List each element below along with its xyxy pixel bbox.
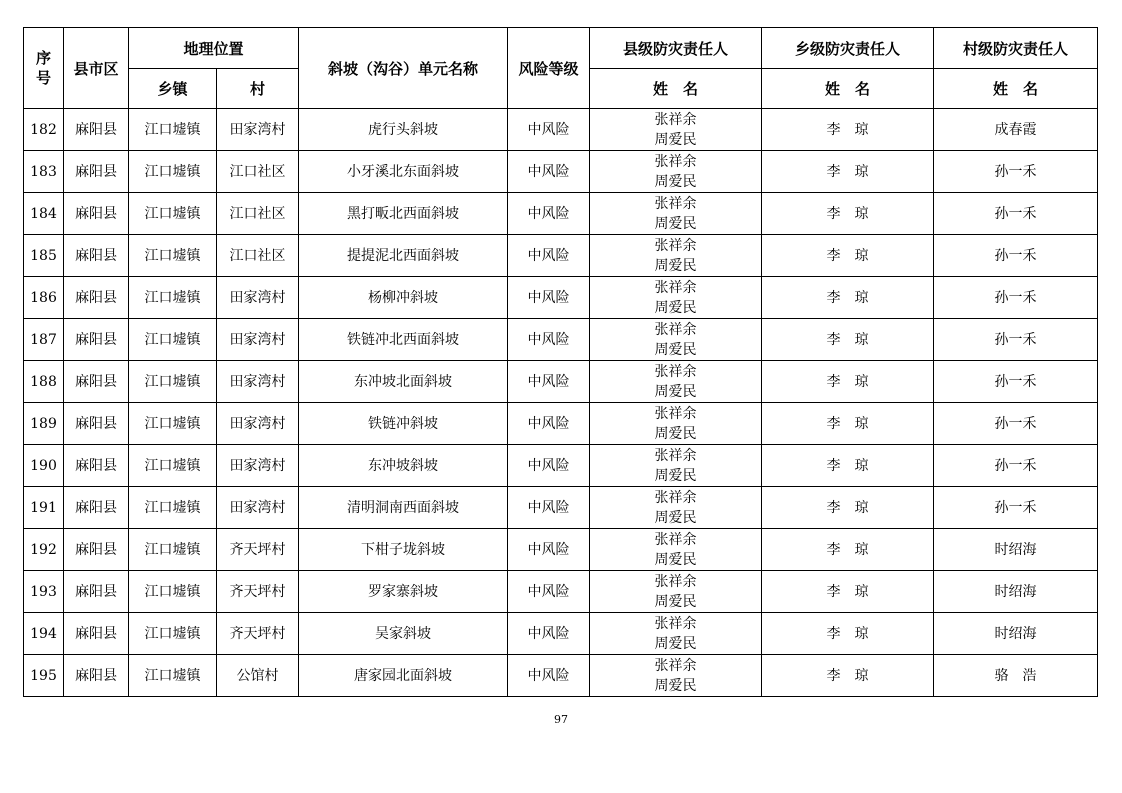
row-seq: 184 xyxy=(24,193,64,235)
row-township-responsible: 李 琼 xyxy=(762,613,934,655)
county-responsible-2: 周爱民 xyxy=(654,257,697,274)
row-village-responsible: 时绍海 xyxy=(934,613,1098,655)
county-responsible-2: 周爱民 xyxy=(654,635,697,652)
header-county-responsible: 县级防灾责任人 xyxy=(590,28,762,69)
row-township: 江口墟镇 xyxy=(129,151,217,193)
county-responsible-1: 张祥余 xyxy=(654,405,697,422)
row-village: 江口社区 xyxy=(217,193,299,235)
county-responsible-2: 周爱民 xyxy=(654,341,697,358)
row-seq: 190 xyxy=(24,445,64,487)
row-risk-level: 中风险 xyxy=(508,571,590,613)
row-village: 田家湾村 xyxy=(217,445,299,487)
county-responsible-2: 周爱民 xyxy=(654,593,697,610)
row-township: 江口墟镇 xyxy=(129,193,217,235)
table-row xyxy=(24,277,1098,319)
table-row xyxy=(24,571,1098,613)
row-slope-name: 虎行头斜坡 xyxy=(299,109,508,151)
row-township-responsible: 李 琼 xyxy=(762,445,934,487)
row-township: 江口墟镇 xyxy=(129,235,217,277)
row-county-responsible xyxy=(590,109,762,151)
row-county-responsible xyxy=(590,403,762,445)
row-township: 江口墟镇 xyxy=(129,361,217,403)
row-county: 麻阳县 xyxy=(64,277,129,319)
row-county: 麻阳县 xyxy=(64,487,129,529)
row-county-responsible xyxy=(590,613,762,655)
row-township: 江口墟镇 xyxy=(129,613,217,655)
table-body xyxy=(24,109,1098,697)
row-county: 麻阳县 xyxy=(64,445,129,487)
row-township: 江口墟镇 xyxy=(129,529,217,571)
row-village: 江口社区 xyxy=(217,151,299,193)
row-county-responsible xyxy=(590,655,762,697)
county-responsible-1: 张祥余 xyxy=(654,489,697,506)
row-county: 麻阳县 xyxy=(64,361,129,403)
row-village-responsible: 孙一禾 xyxy=(934,445,1098,487)
county-responsible-1: 张祥余 xyxy=(654,111,697,128)
row-township: 江口墟镇 xyxy=(129,655,217,697)
row-village-responsible: 孙一禾 xyxy=(934,487,1098,529)
row-village-responsible: 孙一禾 xyxy=(934,151,1098,193)
table-row xyxy=(24,235,1098,277)
row-township-responsible: 李 琼 xyxy=(762,277,934,319)
row-risk-level: 中风险 xyxy=(508,235,590,277)
row-township: 江口墟镇 xyxy=(129,319,217,361)
row-village: 田家湾村 xyxy=(217,487,299,529)
header-location: 地理位置 xyxy=(129,28,299,69)
row-village-responsible: 孙一禾 xyxy=(934,319,1098,361)
county-responsible-1: 张祥余 xyxy=(654,657,697,674)
row-village: 江口社区 xyxy=(217,235,299,277)
row-risk-level: 中风险 xyxy=(508,487,590,529)
county-responsible-1: 张祥余 xyxy=(654,195,697,212)
row-seq: 195 xyxy=(24,655,64,697)
county-responsible-1: 张祥余 xyxy=(654,573,697,590)
table-row xyxy=(24,655,1098,697)
county-responsible-1: 张祥余 xyxy=(654,321,697,338)
row-county: 麻阳县 xyxy=(64,109,129,151)
row-village: 田家湾村 xyxy=(217,361,299,403)
row-village-responsible: 孙一禾 xyxy=(934,361,1098,403)
header-county: 县市区 xyxy=(64,28,129,109)
header-county-name: 姓 名 xyxy=(590,69,762,109)
row-township: 江口墟镇 xyxy=(129,571,217,613)
row-county: 麻阳县 xyxy=(64,403,129,445)
row-county: 麻阳县 xyxy=(64,151,129,193)
row-seq: 188 xyxy=(24,361,64,403)
county-responsible-1: 张祥余 xyxy=(654,447,697,464)
county-responsible-2: 周爱民 xyxy=(654,173,697,190)
row-township-responsible: 李 琼 xyxy=(762,361,934,403)
row-slope-name: 铁链冲北西面斜坡 xyxy=(299,319,508,361)
row-county-responsible xyxy=(590,361,762,403)
row-township-responsible: 李 琼 xyxy=(762,655,934,697)
row-county: 麻阳县 xyxy=(64,529,129,571)
row-seq: 187 xyxy=(24,319,64,361)
county-responsible-2: 周爱民 xyxy=(654,509,697,526)
row-township-responsible: 李 琼 xyxy=(762,193,934,235)
row-township-responsible: 李 琼 xyxy=(762,235,934,277)
row-village: 田家湾村 xyxy=(217,109,299,151)
county-responsible-2: 周爱民 xyxy=(654,467,697,484)
row-slope-name: 黑打畈北西面斜坡 xyxy=(299,193,508,235)
table-row xyxy=(24,193,1098,235)
row-county-responsible xyxy=(590,235,762,277)
row-county-responsible xyxy=(590,445,762,487)
header-township-responsible: 乡级防灾责任人 xyxy=(762,28,934,69)
header-village: 村 xyxy=(217,69,299,109)
county-responsible-1: 张祥余 xyxy=(654,615,697,632)
table-row xyxy=(24,151,1098,193)
row-risk-level: 中风险 xyxy=(508,403,590,445)
table-row xyxy=(24,319,1098,361)
row-risk-level: 中风险 xyxy=(508,655,590,697)
county-responsible-2: 周爱民 xyxy=(654,677,697,694)
row-county-responsible xyxy=(590,487,762,529)
row-township: 江口墟镇 xyxy=(129,487,217,529)
row-village-responsible: 孙一禾 xyxy=(934,193,1098,235)
row-seq: 189 xyxy=(24,403,64,445)
table-row xyxy=(24,445,1098,487)
row-village-responsible: 骆 浩 xyxy=(934,655,1098,697)
header-seq: 序号 xyxy=(24,28,64,109)
header-township-name: 姓 名 xyxy=(762,69,934,109)
row-county-responsible xyxy=(590,151,762,193)
row-township-responsible: 李 琼 xyxy=(762,403,934,445)
county-responsible-2: 周爱民 xyxy=(654,551,697,568)
page-number: 97 xyxy=(554,713,568,726)
row-county: 麻阳县 xyxy=(64,319,129,361)
row-seq: 194 xyxy=(24,613,64,655)
county-responsible-2: 周爱民 xyxy=(654,383,697,400)
table-header xyxy=(24,28,1098,109)
row-seq: 193 xyxy=(24,571,64,613)
county-responsible-1: 张祥余 xyxy=(654,363,697,380)
row-township-responsible: 李 琼 xyxy=(762,151,934,193)
row-county-responsible xyxy=(590,571,762,613)
row-risk-level: 中风险 xyxy=(508,529,590,571)
row-risk-level: 中风险 xyxy=(508,193,590,235)
row-slope-name: 下柑子垅斜坡 xyxy=(299,529,508,571)
row-county-responsible xyxy=(590,193,762,235)
row-seq: 191 xyxy=(24,487,64,529)
row-risk-level: 中风险 xyxy=(508,319,590,361)
row-risk-level: 中风险 xyxy=(508,613,590,655)
row-slope-name: 提提泥北西面斜坡 xyxy=(299,235,508,277)
row-village-responsible: 时绍海 xyxy=(934,529,1098,571)
row-township-responsible: 李 琼 xyxy=(762,109,934,151)
row-village: 齐天坪村 xyxy=(217,529,299,571)
row-seq: 183 xyxy=(24,151,64,193)
table-row xyxy=(24,361,1098,403)
row-county: 麻阳县 xyxy=(64,235,129,277)
county-responsible-1: 张祥余 xyxy=(654,279,697,296)
county-responsible-1: 张祥余 xyxy=(654,237,697,254)
county-responsible-2: 周爱民 xyxy=(654,215,697,232)
table-row xyxy=(24,487,1098,529)
county-responsible-2: 周爱民 xyxy=(654,131,697,148)
table-row xyxy=(24,529,1098,571)
row-slope-name: 小牙溪北东面斜坡 xyxy=(299,151,508,193)
row-township: 江口墟镇 xyxy=(129,445,217,487)
row-seq: 185 xyxy=(24,235,64,277)
row-seq: 192 xyxy=(24,529,64,571)
header-village-name: 姓 名 xyxy=(934,69,1098,109)
row-village-responsible: 孙一禾 xyxy=(934,235,1098,277)
row-slope-name: 东冲坡北面斜坡 xyxy=(299,361,508,403)
row-village: 齐天坪村 xyxy=(217,571,299,613)
row-county: 麻阳县 xyxy=(64,193,129,235)
county-responsible-2: 周爱民 xyxy=(654,299,697,316)
table-row xyxy=(24,613,1098,655)
header-village-responsible: 村级防灾责任人 xyxy=(934,28,1098,69)
row-county: 麻阳县 xyxy=(64,655,129,697)
row-village: 公馆村 xyxy=(217,655,299,697)
row-slope-name: 罗家寨斜坡 xyxy=(299,571,508,613)
table-row xyxy=(24,403,1098,445)
row-village: 田家湾村 xyxy=(217,403,299,445)
row-village-responsible: 时绍海 xyxy=(934,571,1098,613)
table-row xyxy=(24,109,1098,151)
row-township: 江口墟镇 xyxy=(129,403,217,445)
row-township: 江口墟镇 xyxy=(129,109,217,151)
row-village: 田家湾村 xyxy=(217,319,299,361)
row-county: 麻阳县 xyxy=(64,571,129,613)
row-village-responsible: 成春霞 xyxy=(934,109,1098,151)
row-slope-name: 杨柳冲斜坡 xyxy=(299,277,508,319)
row-township-responsible: 李 琼 xyxy=(762,571,934,613)
row-risk-level: 中风险 xyxy=(508,361,590,403)
header-risk-level: 风险等级 xyxy=(508,28,590,109)
row-county-responsible xyxy=(590,529,762,571)
row-township: 江口墟镇 xyxy=(129,277,217,319)
row-county-responsible xyxy=(590,277,762,319)
row-slope-name: 清明洞南西面斜坡 xyxy=(299,487,508,529)
row-township-responsible: 李 琼 xyxy=(762,487,934,529)
row-slope-name: 东冲坡斜坡 xyxy=(299,445,508,487)
row-risk-level: 中风险 xyxy=(508,109,590,151)
county-responsible-1: 张祥余 xyxy=(654,153,697,170)
row-county-responsible xyxy=(590,319,762,361)
row-county: 麻阳县 xyxy=(64,613,129,655)
row-village: 齐天坪村 xyxy=(217,613,299,655)
row-township-responsible: 李 琼 xyxy=(762,319,934,361)
row-slope-name: 铁链冲斜坡 xyxy=(299,403,508,445)
county-responsible-2: 周爱民 xyxy=(654,425,697,442)
row-village: 田家湾村 xyxy=(217,277,299,319)
row-risk-level: 中风险 xyxy=(508,277,590,319)
row-seq: 182 xyxy=(24,109,64,151)
row-risk-level: 中风险 xyxy=(508,445,590,487)
row-slope-name: 唐家园北面斜坡 xyxy=(299,655,508,697)
row-village-responsible: 孙一禾 xyxy=(934,277,1098,319)
row-slope-name: 吴家斜坡 xyxy=(299,613,508,655)
disaster-responsibility-table xyxy=(23,27,1098,697)
county-responsible-1: 张祥余 xyxy=(654,531,697,548)
header-slope-name: 斜坡（沟谷）单元名称 xyxy=(299,28,508,109)
row-risk-level: 中风险 xyxy=(508,151,590,193)
row-township-responsible: 李 琼 xyxy=(762,529,934,571)
row-seq: 186 xyxy=(24,277,64,319)
header-township: 乡镇 xyxy=(129,69,217,109)
row-village-responsible: 孙一禾 xyxy=(934,403,1098,445)
